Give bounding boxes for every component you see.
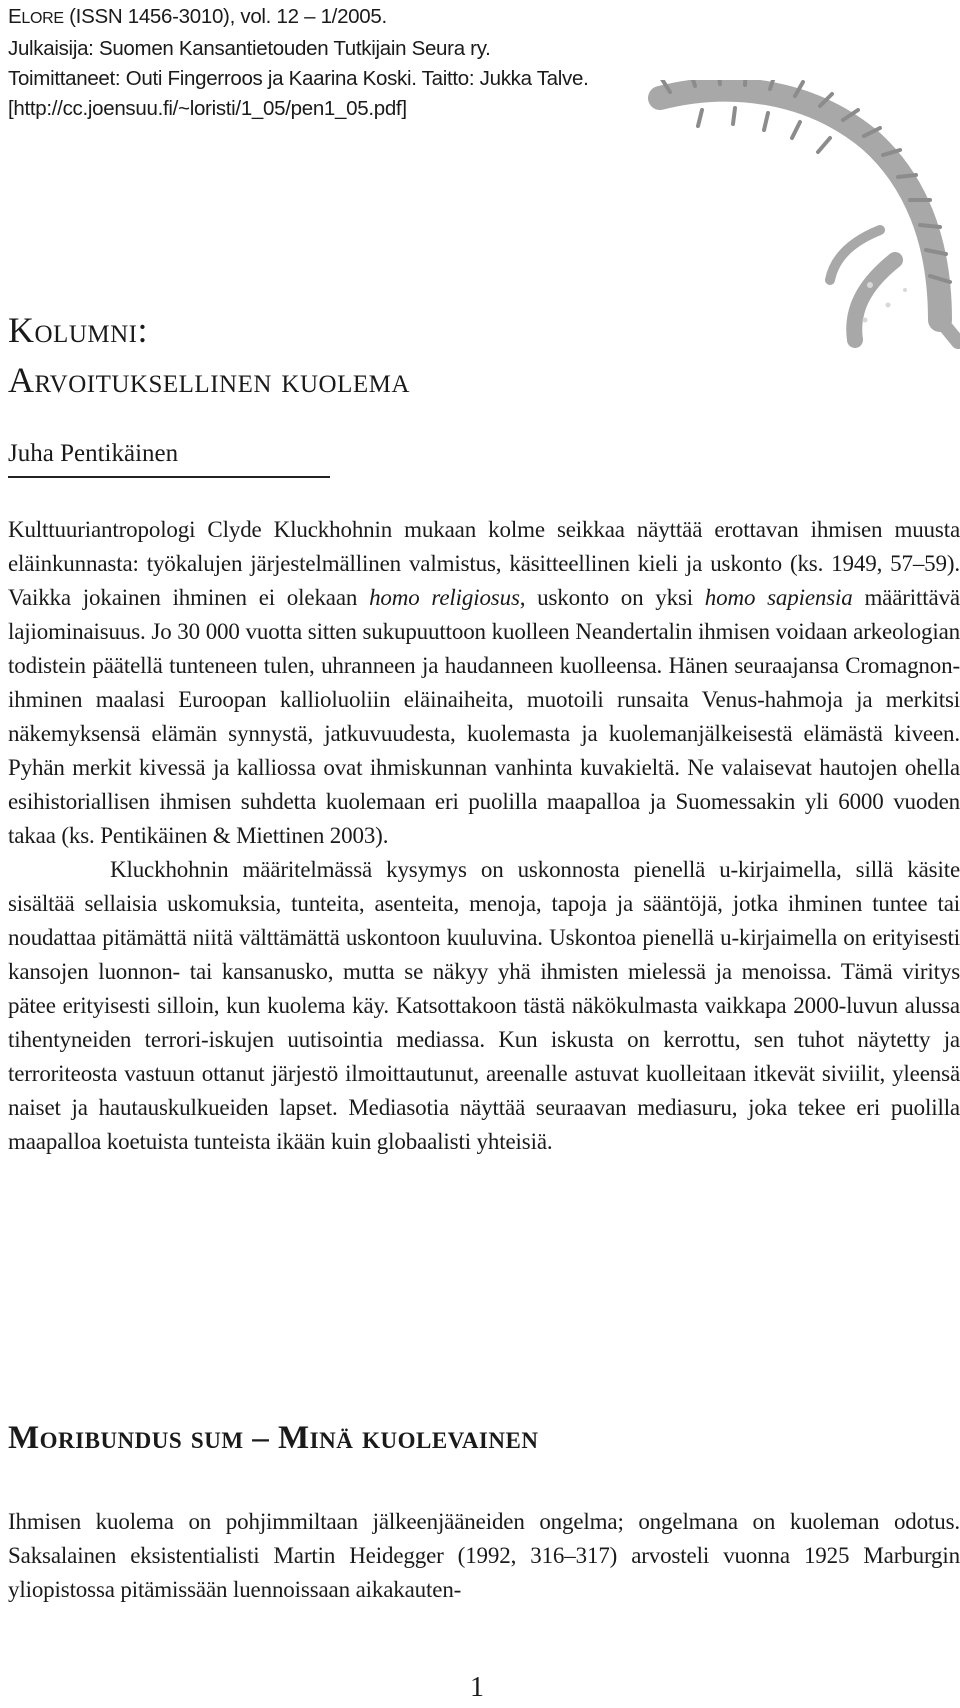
p1-italic-homo-sapiensia: homo sapiensia bbox=[704, 585, 853, 610]
section-paragraph: Ihmisen kuolema on pohjimmiltaan jälkeenjääneiden ongelma; ongelmana on kuoleman odotus. Saksalainen eksistentialisti Martin Heidegger (1992, 316–317) arvosteli vuonna 1925 Marburgin yliopistossa pitämissään luennoissaan aikakauten- bbox=[8, 1509, 960, 1602]
journal-name bbox=[8, 5, 64, 28]
journal-name-initial: E bbox=[8, 5, 22, 28]
paragraph-1 bbox=[8, 513, 960, 853]
journal-header bbox=[8, 2, 588, 124]
page-number: 1 bbox=[470, 1672, 484, 1703]
publisher-line: Julkaisija: Suomen Kansantietouden Tutkijain Seura ry. bbox=[8, 37, 491, 60]
paragraph-2: Kluckhohnin määritelmässä kysymys on uskonnosta pienellä u-kirjaimella, sillä käsite sisältää sellaisia uskomuksia, tunteita, asenteita, menoja, tapoja ja sääntöjä, jotka ihminen tuntee tai noudattaa pitämättä niitä välttämättä uskontoon kuuluvina. Uskontoa pienellä u-kirjaimella on erityisesti kansojen luonnon- tai kansanusko, mutta se näkyy yhä ihmisten mielessä ja menoissa. Tämä viritys pätee erityisesti silloin, kun kuolema käy. Katsottakoon tästä näkökulmasta vaikkapa 2000-luvun alussa tihentyneiden terrori-iskujen uutisointia mediassa. Kun iskusta on kerrottu, sen tuhot näytetty ja terroriteosta vastuun ottanut järjestö ilmoittautunut, areenalle astuvat kuolleitaan itkevät siviilit, yleensä naiset ja hautauskulkueiden lapset. Mediasotia näyttää seuraavan mediasuru, joka tekee eri puolilla maapalloa koetuista tunteista ikään kuin globaalisti yhteisiä. bbox=[8, 857, 960, 1154]
p1-text-a: Kulttuuriantropologi Clyde Kluckhohnin mukaan kolme seikkaa näyttää erottavan ihmisen muusta eläinkunnasta: työkalujen järjestelmällinen valmistus, käsitteellinen kieli ja uskonto (ks. 1949, 57–59). Vaikka jokainen ihminen ei olekaan bbox=[8, 517, 960, 610]
title-line-2: Arvoituksellinen kuolema bbox=[8, 360, 410, 400]
author-name: Juha Pentikäinen bbox=[8, 440, 179, 467]
article-title bbox=[8, 305, 410, 405]
section-body bbox=[8, 1505, 960, 1607]
p1-text-c: määrittävä lajiominaisuus. Jo 30 000 vuotta sitten sukupuuttoon kuolleen Neandertalin ihmisen voidaan arkeologian todistein päätellä tunteneen tulen, uhranneen ja haudanneen kuolleensa. Hänen seuraajansa Cromagnon-ihminen maalasi Euroopan kallioluoliin eläinaiheita, muotoili runsaita Venus-hahmoja ja merkitsi näkemyksensä elämän synnystä, jatkuvuudesta, kuolemasta ja kuolemanjälkeisestä elämästä kiveen. Pyhän merkit kivessä ja kalliossa ovat ihmiskunnan vanhinta kuvakieltä. Ne valaisevat hautojen ohella esihistoriallisen ihmisen suhdetta kuolemaan eri puolilla maapalloa ja Suomessakin yli 6000 vuoden takaa (ks. Pentikäinen & Miettinen 2003). bbox=[8, 585, 960, 848]
url-line[interactable]: [http://cc.joensuu.fi/~loristi/1_05/pen1_05.pdf] bbox=[8, 97, 407, 120]
author-underline bbox=[8, 476, 330, 478]
p1-text-b: , uskonto on yksi bbox=[519, 585, 705, 610]
journal-info-line bbox=[8, 2, 588, 34]
section-heading: Moribundus sum – Minä kuolevainen bbox=[8, 1420, 539, 1456]
journal-issn: (ISSN 1456-3010), vol. 12 – 1/2005. bbox=[69, 5, 387, 28]
title-line-1: Kolumni: bbox=[8, 310, 148, 350]
rock-art-figure-icon bbox=[640, 80, 960, 350]
journal-name-rest: LORE bbox=[21, 10, 64, 27]
p1-italic-homo-religiosus: homo religiosus bbox=[369, 585, 520, 610]
article-body bbox=[8, 513, 960, 1159]
editors-line: Toimittaneet: Outi Fingerroos ja Kaarina Koski. Taitto: Jukka Talve. bbox=[8, 67, 589, 90]
